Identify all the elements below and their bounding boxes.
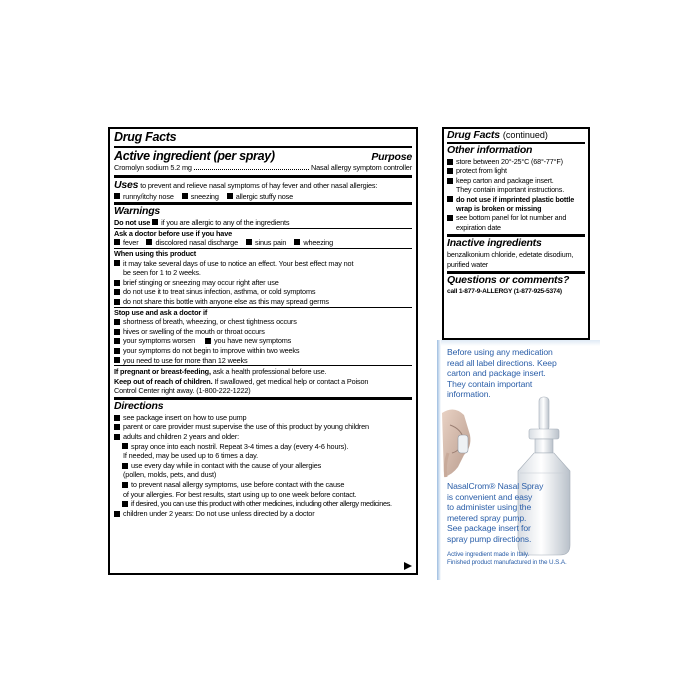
other-info-title: Other information	[447, 144, 533, 156]
direction-sub-item: if desired, you can use this product with other medicines, including other allergy medicines.	[131, 499, 392, 509]
ask-doctor-item: discolored nasal discharge	[155, 238, 238, 248]
ask-doctor-item: fever	[123, 238, 139, 248]
warnings-title: Warnings	[114, 205, 161, 218]
uses-item: allergic stuffy nose	[235, 191, 294, 201]
inactive-text: purified water	[447, 259, 489, 269]
do-not-use-label: Do not use	[114, 218, 151, 228]
ask-doctor-item: sinus pain	[254, 238, 287, 248]
inactive-title: Inactive ingredients	[447, 237, 542, 250]
questions-text: call 1-877-9-ALLERGY (1-877-925-5374)	[447, 288, 562, 296]
direction-sub-item: spray once into each nostril. Repeat 3-4 times a day (every 4-6 hours).	[131, 441, 349, 451]
direction-sub-item: use every day while in contact with the cause of your allergies	[131, 460, 322, 470]
uses-section	[114, 178, 412, 203]
stop-use-title: Stop use and ask a doctor if	[114, 307, 208, 317]
when-using-item: be seen for 1 to 2 weeks.	[123, 268, 201, 278]
ask-doctor-item: wheezing	[303, 238, 333, 248]
stop-use-item: you need to use for more than 12 weeks	[123, 355, 248, 365]
children-under-item: children under 2 years: Do not use unless directed by a doctor	[123, 508, 315, 518]
other-info-item: wrap is broken or missing	[456, 204, 542, 214]
continue-arrow-icon	[404, 562, 412, 570]
direction-item: parent or care provider must supervise the use of this product by young children	[123, 422, 369, 432]
ask-doctor-title: Ask a doctor before use if you have	[114, 228, 233, 238]
uses-title: Uses	[114, 178, 139, 191]
continued-label: (continued)	[502, 130, 548, 140]
direction-sub-item: If needed, may be used up to 6 times a day.	[123, 451, 258, 461]
drug-facts-title: Drug Facts	[114, 130, 177, 144]
stop-use-item: your symptoms do not begin to improve within two weeks	[123, 345, 300, 355]
active-purpose: Nasal allergy symptom controller	[310, 163, 412, 172]
other-info-item: see bottom panel for lot number and	[456, 213, 567, 223]
drug-facts-continued-title: Drug Facts	[447, 129, 500, 141]
directions-title: Directions	[114, 399, 164, 412]
when-using-item: it may take several days of use to notice an effect. Your best effect may not	[123, 258, 354, 268]
drug-facts-panel	[108, 127, 418, 575]
stop-use-item: your symptoms worsen	[123, 336, 196, 346]
do-not-use-text: if you are allergic to any of the ingredients	[161, 218, 290, 228]
keep-out-label: Keep out of reach of children.	[114, 376, 213, 386]
carton-nasalcrom-text: NasalCrom® Nasal Spray is convenient and easy to administer using the metered spray pump. See package insert for spray pump directions.	[447, 481, 544, 544]
keep-out-text: If swallowed, get medical help or contact a Poison	[214, 376, 369, 386]
other-info-item: expiration date	[456, 222, 501, 232]
stop-use-item: you have new symptoms	[214, 336, 292, 346]
other-info-item: protect from light	[456, 166, 507, 176]
when-using-item: do not share this bottle with anyone else as this may spread germs	[123, 296, 329, 306]
other-info-item: do not use if imprinted plastic bottle	[456, 194, 575, 204]
direction-item: adults and children 2 years and older:	[123, 432, 239, 442]
questions-title: Questions or comments?	[447, 274, 570, 287]
pregnant-text: ask a health professional before use.	[212, 367, 327, 377]
drug-facts-continued-panel	[442, 127, 590, 340]
other-info-item: They contain important instructions.	[456, 185, 565, 195]
when-using-item: brief stinging or sneezing may occur right after use	[123, 277, 279, 287]
inactive-text: benzalkonium chloride, edetate disodium,	[447, 250, 574, 260]
direction-sub-item: to prevent nasal allergy symptoms, use before contact with the cause	[131, 480, 345, 490]
direction-sub-item: of your allergies. For best results, start using up to one week before contact.	[123, 489, 357, 499]
when-using-item: do not use it to treat sinus infection, asthma, or cold symptoms	[123, 287, 316, 297]
purpose-header: Purpose	[371, 151, 412, 163]
stop-use-item: hives or swelling of the mouth or throat occurs	[123, 326, 265, 336]
uses-item: sneezing	[190, 191, 219, 201]
carton-before-text: Before using any medication read all label directions. Keep carton and package insert. They contain important information.	[447, 347, 557, 400]
when-using-title: When using this product	[114, 248, 197, 258]
uses-text: to prevent and relieve nasal symptoms of hay fever and other nasal allergies:	[140, 180, 378, 190]
carton-made-in-text: Active ingredient made in Italy. Finished product manufactured in the U.S.A.	[447, 551, 567, 566]
pregnant-label: If pregnant or breast-feeding,	[114, 367, 211, 377]
uses-item: runny/itchy nose	[123, 191, 174, 201]
active-ingredient: Cromolyn sodium 5.2 mg	[114, 163, 192, 172]
active-ingredient-header: Active ingredient (per spray)	[114, 149, 275, 163]
direction-item: see package insert on how to use pump	[123, 412, 247, 422]
direction-sub-item: (pollen, molds, pets, and dust)	[123, 470, 217, 480]
stop-use-item: shortness of breath, wheezing, or chest tightness occurs	[123, 317, 297, 327]
other-info-item: keep carton and package insert.	[456, 175, 554, 185]
keep-out-text-2: Control Center right away. (1-800-222-1222)	[114, 386, 251, 396]
other-info-item: store between 20°-25°C (68°-77°F)	[456, 157, 563, 166]
